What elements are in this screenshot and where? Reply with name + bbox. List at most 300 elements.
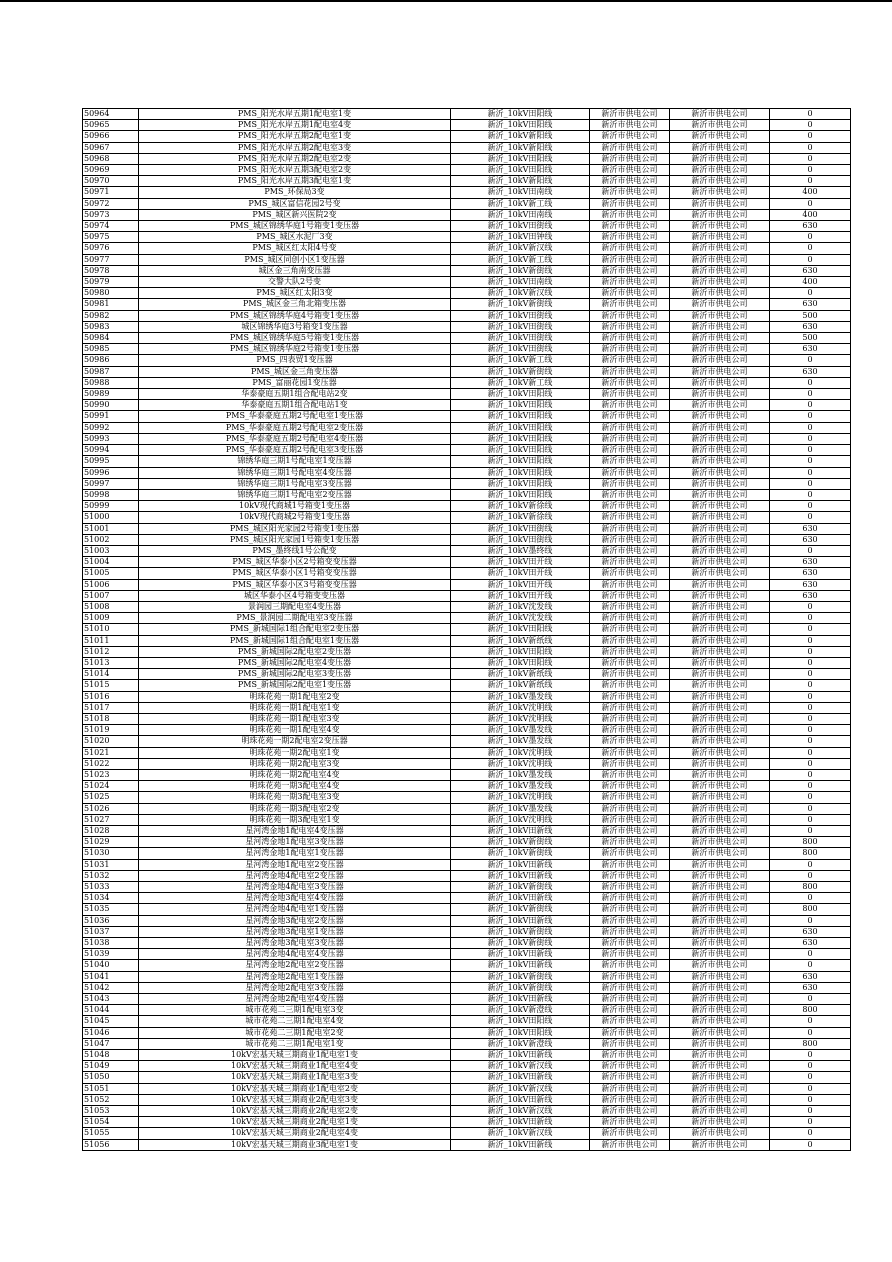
feeder-line-cell: 新沂_10kV田阳线 [451, 646, 590, 657]
supply-company-cell: 新沂市供电公司 [590, 321, 670, 332]
row-id-cell: 51045 [83, 1016, 139, 1027]
transformer-name-cell: 明珠花苑一期1配电室1变 [139, 702, 451, 713]
owner-company-cell: 新沂市供电公司 [670, 243, 770, 254]
row-id-cell: 50970 [83, 176, 139, 187]
table-row [83, 445, 851, 456]
row-id-cell: 51042 [83, 982, 139, 993]
capacity-cell: 500 [770, 333, 851, 344]
capacity-cell: 500 [770, 310, 851, 321]
supply-company-cell: 新沂市供电公司 [590, 1050, 670, 1061]
supply-company-cell: 新沂市供电公司 [590, 109, 670, 120]
feeder-line-cell: 新沂_10kV田新线 [451, 826, 590, 837]
table-row [83, 994, 851, 1005]
capacity-cell: 0 [770, 153, 851, 164]
transformer-name-cell: 华泰豪庭五期1组合配电站1变 [139, 400, 451, 411]
supply-company-cell: 新沂市供电公司 [590, 758, 670, 769]
table-row [83, 725, 851, 736]
table-row [83, 624, 851, 635]
capacity-cell: 800 [770, 1005, 851, 1016]
table-row [83, 859, 851, 870]
owner-company-cell: 新沂市供电公司 [670, 344, 770, 355]
owner-company-cell: 新沂市供电公司 [670, 501, 770, 512]
row-id-cell: 50998 [83, 489, 139, 500]
supply-company-cell: 新沂市供电公司 [590, 389, 670, 400]
row-id-cell: 51013 [83, 657, 139, 668]
owner-company-cell: 新沂市供电公司 [670, 646, 770, 657]
transformer-name-cell: PMS_华泰豪庭五期2号配电室2变压器 [139, 422, 451, 433]
owner-company-cell: 新沂市供电公司 [670, 792, 770, 803]
feeder-line-cell: 新沂_10kV田街线 [451, 333, 590, 344]
owner-company-cell: 新沂市供电公司 [670, 1139, 770, 1150]
supply-company-cell: 新沂市供电公司 [590, 467, 670, 478]
table-row [83, 915, 851, 926]
row-id-cell: 51052 [83, 1094, 139, 1105]
row-id-cell: 51015 [83, 680, 139, 691]
table-row [83, 523, 851, 534]
capacity-cell: 0 [770, 288, 851, 299]
supply-company-cell: 新沂市供电公司 [590, 299, 670, 310]
owner-company-cell: 新沂市供电公司 [670, 1083, 770, 1094]
table-row [83, 960, 851, 971]
supply-company-cell: 新沂市供电公司 [590, 960, 670, 971]
transformer-name-cell: PMS_城区红太阳4号变 [139, 243, 451, 254]
capacity-cell: 800 [770, 904, 851, 915]
feeder-line-cell: 新沂_10kV新街线 [451, 982, 590, 993]
row-id-cell: 50973 [83, 209, 139, 220]
transformer-table-sheet [82, 108, 818, 1151]
transformer-name-cell: PMS_城区金三角北箱变压器 [139, 299, 451, 310]
capacity-cell: 0 [770, 713, 851, 724]
owner-company-cell: 新沂市供电公司 [670, 624, 770, 635]
capacity-cell: 0 [770, 915, 851, 926]
transformer-name-cell: 城市花苑二三期1配电室4变 [139, 1016, 451, 1027]
row-id-cell: 51021 [83, 747, 139, 758]
row-id-cell: 50986 [83, 355, 139, 366]
capacity-cell: 630 [770, 366, 851, 377]
table-row [83, 109, 851, 120]
table-row [83, 131, 851, 142]
row-id-cell: 51029 [83, 837, 139, 848]
transformer-name-cell: PMS_新城国际2配电室1变压器 [139, 680, 451, 691]
owner-company-cell: 新沂市供电公司 [670, 736, 770, 747]
transformer-name-cell: PMS_城区华泰小区3号箱变变压器 [139, 579, 451, 590]
feeder-line-cell: 新沂_10kV新工线 [451, 254, 590, 265]
capacity-cell: 630 [770, 557, 851, 568]
capacity-cell: 0 [770, 893, 851, 904]
supply-company-cell: 新沂市供电公司 [590, 456, 670, 467]
supply-company-cell: 新沂市供电公司 [590, 523, 670, 534]
row-id-cell: 51019 [83, 725, 139, 736]
transformer-name-cell: PMS_城区富信花园2号变 [139, 198, 451, 209]
row-id-cell: 51053 [83, 1106, 139, 1117]
transformer-name-cell: PMS_新城国际2配电室4变压器 [139, 657, 451, 668]
capacity-cell: 0 [770, 960, 851, 971]
transformer-name-cell: PMS_城区阳光家园2号箱变1变压器 [139, 523, 451, 534]
capacity-cell: 0 [770, 254, 851, 265]
transformer-name-cell: 星河湾金地1配电室4变压器 [139, 826, 451, 837]
table-row [83, 355, 851, 366]
supply-company-cell: 新沂市供电公司 [590, 624, 670, 635]
table-row [83, 1094, 851, 1105]
transformer-name-cell: PMS_城区阳光家园1号箱变1变压器 [139, 534, 451, 545]
row-id-cell: 50990 [83, 400, 139, 411]
supply-company-cell: 新沂市供电公司 [590, 837, 670, 848]
transformer-name-cell: 明珠花苑一期1配电室4变 [139, 725, 451, 736]
row-id-cell: 50972 [83, 198, 139, 209]
table-row [83, 848, 851, 859]
transformer-name-cell: 明珠花苑一期2配电室2变压器 [139, 736, 451, 747]
feeder-line-cell: 新沂_10kV田南线 [451, 209, 590, 220]
table-row [83, 926, 851, 937]
row-id-cell: 50982 [83, 310, 139, 321]
supply-company-cell: 新沂市供电公司 [590, 870, 670, 881]
owner-company-cell: 新沂市供电公司 [670, 165, 770, 176]
transformer-name-cell: PMS_城区红太阳3变 [139, 288, 451, 299]
row-id-cell: 51039 [83, 949, 139, 960]
table-row [83, 456, 851, 467]
feeder-line-cell: 新沂_10kV墨发线 [451, 725, 590, 736]
owner-company-cell: 新沂市供电公司 [670, 131, 770, 142]
capacity-cell: 0 [770, 445, 851, 456]
owner-company-cell: 新沂市供电公司 [670, 680, 770, 691]
owner-company-cell: 新沂市供电公司 [670, 209, 770, 220]
table-row [83, 321, 851, 332]
capacity-cell: 0 [770, 400, 851, 411]
capacity-cell: 0 [770, 859, 851, 870]
transformer-name-cell: PMS_新城国际2配电室2变压器 [139, 646, 451, 657]
table-row [83, 299, 851, 310]
capacity-cell: 630 [770, 344, 851, 355]
feeder-line-cell: 新沂_10kV墨发线 [451, 803, 590, 814]
row-id-cell: 51010 [83, 624, 139, 635]
feeder-line-cell: 新沂_10kV沈明线 [451, 814, 590, 825]
owner-company-cell: 新沂市供电公司 [670, 1027, 770, 1038]
table-row [83, 142, 851, 153]
row-id-cell: 51027 [83, 814, 139, 825]
capacity-cell: 0 [770, 601, 851, 612]
supply-company-cell: 新沂市供电公司 [590, 512, 670, 523]
feeder-line-cell: 新沂_10kV墨发线 [451, 781, 590, 792]
owner-company-cell: 新沂市供电公司 [670, 153, 770, 164]
table-row [83, 389, 851, 400]
supply-company-cell: 新沂市供电公司 [590, 579, 670, 590]
capacity-cell: 630 [770, 534, 851, 545]
capacity-cell: 0 [770, 545, 851, 556]
table-row [83, 826, 851, 837]
feeder-line-cell: 新沂_10kV田街线 [451, 523, 590, 534]
row-id-cell: 50964 [83, 109, 139, 120]
owner-company-cell: 新沂市供电公司 [670, 142, 770, 153]
capacity-cell: 630 [770, 221, 851, 232]
supply-company-cell: 新沂市供电公司 [590, 355, 670, 366]
capacity-cell: 0 [770, 1139, 851, 1150]
supply-company-cell: 新沂市供电公司 [590, 859, 670, 870]
transformer-name-cell: 明珠花苑一期1配电室3变 [139, 713, 451, 724]
transformer-name-cell: PMS_阳光水岸五期2配电室2变 [139, 153, 451, 164]
owner-company-cell: 新沂市供电公司 [670, 489, 770, 500]
row-id-cell: 51000 [83, 512, 139, 523]
feeder-line-cell: 新沂_10kV田阳线 [451, 389, 590, 400]
transformer-name-cell: 10kV宏基天城三期商业3配电室1变 [139, 1139, 451, 1150]
feeder-line-cell: 新沂_10kV田阳线 [451, 422, 590, 433]
owner-company-cell: 新沂市供电公司 [670, 702, 770, 713]
row-id-cell: 51009 [83, 613, 139, 624]
transformer-name-cell: 10kV宏基天城三期商业2配电室1变 [139, 1117, 451, 1128]
supply-company-cell: 新沂市供电公司 [590, 142, 670, 153]
transformer-name-cell: 交警大队2号变 [139, 277, 451, 288]
row-id-cell: 50988 [83, 377, 139, 388]
owner-company-cell: 新沂市供电公司 [670, 355, 770, 366]
transformer-name-cell: PMS_城区新兴医院2变 [139, 209, 451, 220]
row-id-cell: 51041 [83, 971, 139, 982]
table-row [83, 254, 851, 265]
table-body [83, 109, 851, 1151]
row-id-cell: 51031 [83, 859, 139, 870]
owner-company-cell: 新沂市供电公司 [670, 512, 770, 523]
supply-company-cell: 新沂市供电公司 [590, 590, 670, 601]
table-row [83, 758, 851, 769]
capacity-cell: 630 [770, 971, 851, 982]
capacity-cell: 0 [770, 501, 851, 512]
capacity-cell: 630 [770, 926, 851, 937]
capacity-cell: 400 [770, 187, 851, 198]
transformer-name-cell: PMS_城区锦绣华庭5号箱变1变压器 [139, 333, 451, 344]
supply-company-cell: 新沂市供电公司 [590, 1106, 670, 1117]
table-row [83, 534, 851, 545]
capacity-cell: 0 [770, 243, 851, 254]
table-row [83, 1117, 851, 1128]
table-row [83, 1016, 851, 1027]
transformer-name-cell: PMS_华泰豪庭五期2号配电室3变压器 [139, 445, 451, 456]
transformer-name-cell: PMS_城区水泥厂3变 [139, 232, 451, 243]
owner-company-cell: 新沂市供电公司 [670, 994, 770, 1005]
feeder-line-cell: 新沂_10kV田阳线 [451, 624, 590, 635]
owner-company-cell: 新沂市供电公司 [670, 523, 770, 534]
transformer-name-cell: PMS_新城国际2配电室3变压器 [139, 669, 451, 680]
capacity-cell: 0 [770, 826, 851, 837]
feeder-line-cell: 新沂_10kV沈明线 [451, 792, 590, 803]
table-row [83, 669, 851, 680]
supply-company-cell: 新沂市供电公司 [590, 601, 670, 612]
row-id-cell: 51046 [83, 1027, 139, 1038]
supply-company-cell: 新沂市供电公司 [590, 545, 670, 556]
supply-company-cell: 新沂市供电公司 [590, 747, 670, 758]
row-id-cell: 50984 [83, 333, 139, 344]
transformer-name-cell: 10kV宏基天城三期商业1配电室3变 [139, 1072, 451, 1083]
supply-company-cell: 新沂市供电公司 [590, 848, 670, 859]
feeder-line-cell: 新沂_10kV新工线 [451, 355, 590, 366]
supply-company-cell: 新沂市供电公司 [590, 971, 670, 982]
transformer-name-cell: 城区华泰小区4号箱变变压器 [139, 590, 451, 601]
feeder-line-cell: 新沂_10kV新澄线 [451, 1005, 590, 1016]
owner-company-cell: 新沂市供电公司 [670, 938, 770, 949]
table-row [83, 1128, 851, 1139]
owner-company-cell: 新沂市供电公司 [670, 635, 770, 646]
owner-company-cell: 新沂市供电公司 [670, 893, 770, 904]
owner-company-cell: 新沂市供电公司 [670, 848, 770, 859]
table-row [83, 691, 851, 702]
owner-company-cell: 新沂市供电公司 [670, 579, 770, 590]
table-row [83, 557, 851, 568]
capacity-cell: 0 [770, 870, 851, 881]
transformer-name-cell: 星河湾金地3配电室1变压器 [139, 926, 451, 937]
row-id-cell: 50993 [83, 433, 139, 444]
supply-company-cell: 新沂市供电公司 [590, 1072, 670, 1083]
feeder-line-cell: 新沂_10kV田新线 [451, 859, 590, 870]
feeder-line-cell: 新沂_10kV沈明线 [451, 747, 590, 758]
transformer-name-cell: 景润园三期配电室4变压器 [139, 601, 451, 612]
owner-company-cell: 新沂市供电公司 [670, 545, 770, 556]
owner-company-cell: 新沂市供电公司 [670, 321, 770, 332]
supply-company-cell: 新沂市供电公司 [590, 445, 670, 456]
transformer-name-cell: PMS_阳光水岸五期3配电室2变 [139, 165, 451, 176]
feeder-line-cell: 新沂_10kV新徐线 [451, 501, 590, 512]
row-id-cell: 51012 [83, 646, 139, 657]
feeder-line-cell: 新沂_10kV田钟线 [451, 232, 590, 243]
capacity-cell: 0 [770, 702, 851, 713]
table-row [83, 803, 851, 814]
capacity-cell: 0 [770, 657, 851, 668]
owner-company-cell: 新沂市供电公司 [670, 781, 770, 792]
table-row [83, 265, 851, 276]
supply-company-cell: 新沂市供电公司 [590, 265, 670, 276]
supply-company-cell: 新沂市供电公司 [590, 926, 670, 937]
feeder-line-cell: 新沂_10kV沈明线 [451, 713, 590, 724]
owner-company-cell: 新沂市供电公司 [670, 1016, 770, 1027]
transformer-name-cell: PMS_城区华泰小区1号箱变变压器 [139, 568, 451, 579]
transformer-name-cell: PMS_墨终线1号公配变 [139, 545, 451, 556]
row-id-cell: 50991 [83, 411, 139, 422]
table-row [83, 310, 851, 321]
feeder-line-cell: 新沂_10kV田阳线 [451, 489, 590, 500]
capacity-cell: 0 [770, 792, 851, 803]
table-row [83, 1005, 851, 1016]
table-row [83, 153, 851, 164]
transformer-name-cell: 星河湾金地3配电室4变压器 [139, 893, 451, 904]
capacity-cell: 0 [770, 613, 851, 624]
owner-company-cell: 新沂市供电公司 [670, 982, 770, 993]
row-id-cell: 51034 [83, 893, 139, 904]
feeder-line-cell: 新沂_10kV田新线 [451, 915, 590, 926]
table-row [83, 1027, 851, 1038]
owner-company-cell: 新沂市供电公司 [670, 534, 770, 545]
feeder-line-cell: 新沂_10kV新纸线 [451, 669, 590, 680]
capacity-cell: 0 [770, 1072, 851, 1083]
table-row [83, 198, 851, 209]
row-id-cell: 51006 [83, 579, 139, 590]
supply-company-cell: 新沂市供电公司 [590, 131, 670, 142]
table-row [83, 1061, 851, 1072]
capacity-cell: 0 [770, 646, 851, 657]
transformer-name-cell: PMS_阳光水岸五期2配电室1变 [139, 131, 451, 142]
feeder-line-cell: 新沂_10kV田阳线 [451, 445, 590, 456]
transformer-name-cell: 10kV宏基天城三期商业1配电室2变 [139, 1083, 451, 1094]
owner-company-cell: 新沂市供电公司 [670, 904, 770, 915]
transformer-name-cell: PMS_城区金三角变压器 [139, 366, 451, 377]
supply-company-cell: 新沂市供电公司 [590, 1027, 670, 1038]
table-row [83, 467, 851, 478]
feeder-line-cell: 新沂_10kV新汉线 [451, 1128, 590, 1139]
row-id-cell: 51035 [83, 904, 139, 915]
supply-company-cell: 新沂市供电公司 [590, 120, 670, 131]
supply-company-cell: 新沂市供电公司 [590, 377, 670, 388]
capacity-cell: 0 [770, 736, 851, 747]
capacity-cell: 0 [770, 1061, 851, 1072]
supply-company-cell: 新沂市供电公司 [590, 938, 670, 949]
feeder-line-cell: 新沂_10kV沈明线 [451, 702, 590, 713]
feeder-line-cell: 新沂_10kV沈明线 [451, 758, 590, 769]
table-row [83, 646, 851, 657]
owner-company-cell: 新沂市供电公司 [670, 232, 770, 243]
supply-company-cell: 新沂市供电公司 [590, 803, 670, 814]
feeder-line-cell: 新沂_10kV新街线 [451, 926, 590, 937]
feeder-line-cell: 新沂_10kV新汉线 [451, 243, 590, 254]
feeder-line-cell: 新沂_10kV新工线 [451, 198, 590, 209]
feeder-line-cell: 新沂_10kV田开线 [451, 568, 590, 579]
capacity-cell: 0 [770, 489, 851, 500]
owner-company-cell: 新沂市供电公司 [670, 277, 770, 288]
row-id-cell: 51002 [83, 534, 139, 545]
feeder-line-cell: 新沂_10kV新工线 [451, 377, 590, 388]
capacity-cell: 630 [770, 299, 851, 310]
transformer-name-cell: 城市花苑二三期1配电室2变 [139, 1027, 451, 1038]
table-row [83, 422, 851, 433]
supply-company-cell: 新沂市供电公司 [590, 243, 670, 254]
capacity-cell: 630 [770, 265, 851, 276]
feeder-line-cell: 新沂_10kV田阳线 [451, 478, 590, 489]
capacity-cell: 800 [770, 837, 851, 848]
row-id-cell: 50971 [83, 187, 139, 198]
transformer-name-cell: 锦绣华庭三期1号配电室2变压器 [139, 489, 451, 500]
feeder-line-cell: 新沂_10kV田新线 [451, 1072, 590, 1083]
row-id-cell: 51007 [83, 590, 139, 601]
row-id-cell: 51026 [83, 803, 139, 814]
table-row [83, 982, 851, 993]
transformer-name-cell: PMS_阳光水岸五期3配电室1变 [139, 176, 451, 187]
table-row [83, 277, 851, 288]
capacity-cell: 0 [770, 456, 851, 467]
transformer-name-cell: PMS_环保局3变 [139, 187, 451, 198]
owner-company-cell: 新沂市供电公司 [670, 657, 770, 668]
row-id-cell: 51004 [83, 557, 139, 568]
transformer-name-cell: 星河湾金地1配电室2变压器 [139, 859, 451, 870]
owner-company-cell: 新沂市供电公司 [670, 669, 770, 680]
capacity-cell: 0 [770, 1016, 851, 1027]
capacity-cell: 0 [770, 198, 851, 209]
feeder-line-cell: 新沂_10kV新汉线 [451, 1106, 590, 1117]
capacity-cell: 0 [770, 1083, 851, 1094]
feeder-line-cell: 新沂_10kV田街线 [451, 310, 590, 321]
owner-company-cell: 新沂市供电公司 [670, 769, 770, 780]
row-id-cell: 50969 [83, 165, 139, 176]
feeder-line-cell: 新沂_10kV田阳线 [451, 153, 590, 164]
capacity-cell: 0 [770, 680, 851, 691]
capacity-cell: 0 [770, 1117, 851, 1128]
supply-company-cell: 新沂市供电公司 [590, 1016, 670, 1027]
supply-company-cell: 新沂市供电公司 [590, 232, 670, 243]
capacity-cell: 0 [770, 1106, 851, 1117]
row-id-cell: 51044 [83, 1005, 139, 1016]
row-id-cell: 50975 [83, 232, 139, 243]
owner-company-cell: 新沂市供电公司 [670, 1117, 770, 1128]
transformer-name-cell: 华泰豪庭五期1组合配电站2变 [139, 389, 451, 400]
table-row [83, 702, 851, 713]
supply-company-cell: 新沂市供电公司 [590, 949, 670, 960]
table-row [83, 893, 851, 904]
page-top-rule [0, 0, 892, 2]
supply-company-cell: 新沂市供电公司 [590, 680, 670, 691]
row-id-cell: 50994 [83, 445, 139, 456]
